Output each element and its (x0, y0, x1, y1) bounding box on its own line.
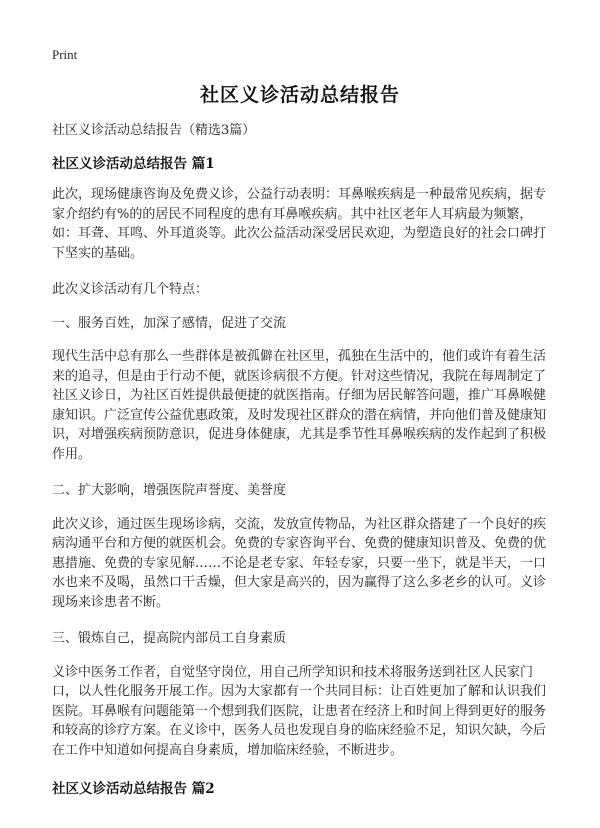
point-3-heading: 三、锻炼自己，提高院内部员工自身素质 (52, 631, 287, 646)
point-2-heading: 二、扩大影响，增强医院声誉度、美誉度 (52, 483, 287, 498)
document-subtitle: 社区义诊活动总结报告（精选3篇） (52, 123, 256, 138)
page-title: 社区义诊活动总结报告 (199, 84, 400, 106)
point-3-body: 义诊中医务工作者，自觉坚守岗位，用自己所学知识和技术将服务送到社区人民家门口，以人性化服务开展工作。因为大家都有一个共同目标：让百姓更加了解和认识我们医院。耳鼻喉有问题能第一个想到我们医院，让患者在经济上和时间上得到更好的服务和较高的诊疗方案。在义诊中，医务人员也发现自身的临床经验不足，知识欠缺，今后在工作中知道如何提高自身素质，增加临床经验，不断进步。 (52, 664, 547, 758)
features-intro: 此次义诊活动有几个特点： (52, 282, 209, 297)
intro-paragraph: 此次，现场健康咨询及免费义诊，公益行动表明：耳鼻喉疾病是一种最常见疾病，据专家介绍约有%的的居民不同程度的患有耳鼻喉疾病。其中社区老年人耳病最为频繁，如：耳聋、耳鸣、外耳道炎等。此次公益活动深受居民欢迎，为塑造良好的社会口碑打下坚实的基础。 (52, 187, 547, 261)
point-1-heading: 一、服务百姓，加深了感情，促进了交流 (52, 315, 287, 331)
point-1-body: 现代生活中总有那么一些群体是被孤僻在社区里，孤独在生活中的，他们或许有着生活来的追寻，但是由于行动不便，就医诊病很不方便。针对这些情况，我院在每周制定了社区义诊日，为社区百姓提供最便捷的就医指南。仔细为居民解答问题，推广耳鼻喉健康知识。广泛宣传公益优惠政策，及时发现社区群众的潜在病情，并向他们普及健康知识，对增强疾病预防意识，促进身体健康，尤其是季节性耳鼻喉疾病的发作起到了积极作用。 (52, 349, 547, 462)
chapter-1-heading: 社区义诊活动总结报告 篇1 (52, 156, 215, 172)
chapter-2-heading: 社区义诊活动总结报告 篇2 (52, 781, 215, 797)
print-link[interactable]: Print (52, 47, 78, 62)
document-body (52, 119, 550, 810)
point-2-body: 此次义诊，通过医生现场诊病，交流，发放宣传物品，为社区群众搭建了一个良好的疾病沟通平台和方便的就医机会。免费的专家咨询平台、免费的健康知识普及、免费的优惠措施、免费的专家见解……不论是老专家、年轻专家，只要一坐下，就是半天，一口水也来不及喝，虽然口干舌燥，但大家是高兴的，因为赢得了这么多老乡的认可。义诊现场来诊患者不断。 (52, 516, 547, 610)
